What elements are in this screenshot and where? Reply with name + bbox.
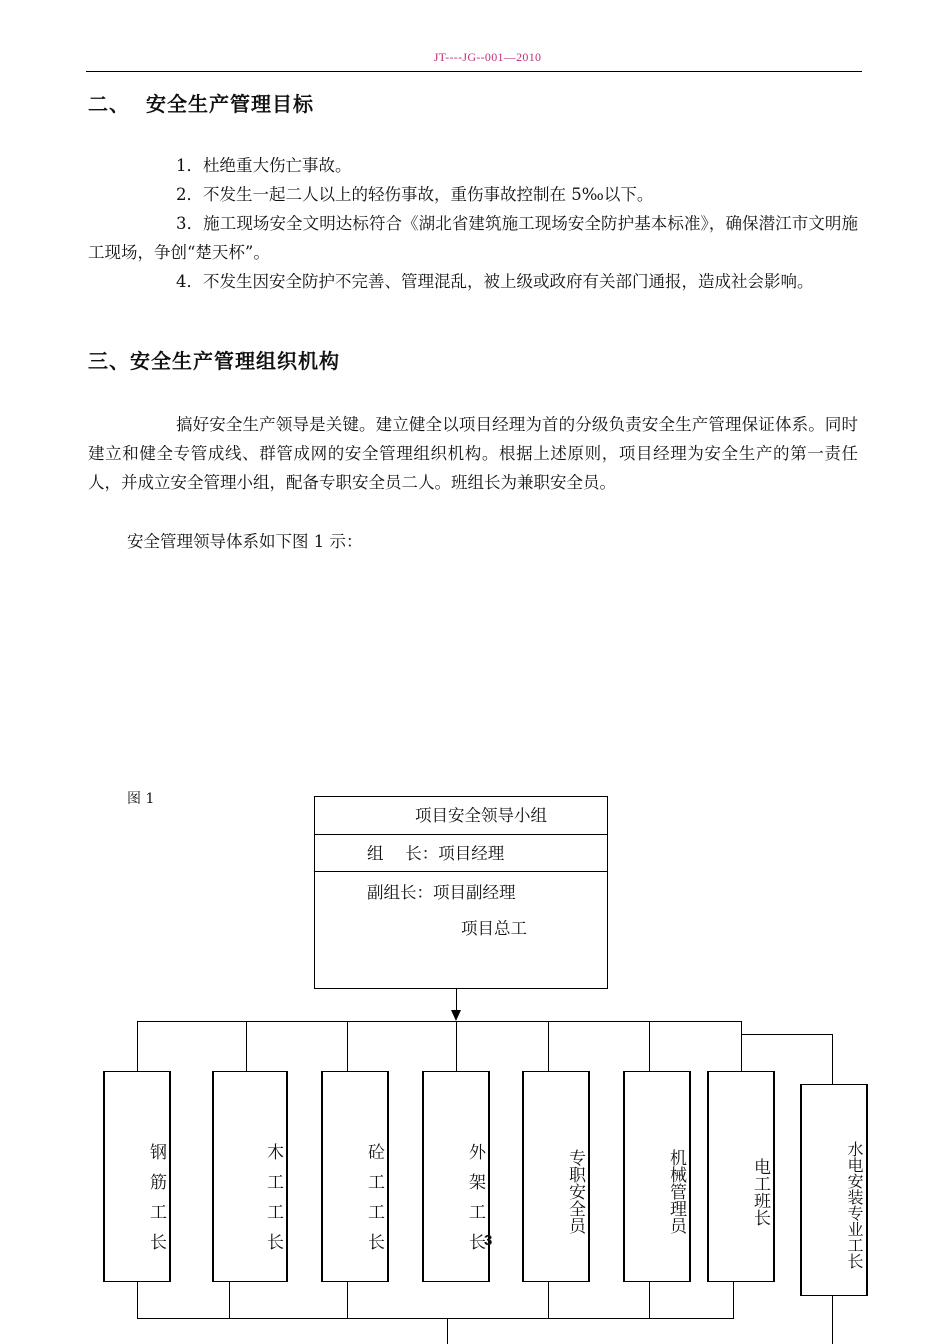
connector-line <box>447 1318 448 1344</box>
connector-line <box>137 1021 742 1022</box>
crew-label-machinery: 机械管理员 <box>666 1149 686 1234</box>
crew-box-electrician <box>707 1071 775 1282</box>
connector-line <box>246 1021 247 1071</box>
leadership-group-box <box>314 796 608 989</box>
section-2-heading <box>88 88 314 117</box>
crew-box-safety-officer <box>522 1071 590 1282</box>
crew-box-carpentry <box>212 1071 288 1282</box>
connector-line <box>137 1021 138 1071</box>
connector-line <box>741 1034 833 1035</box>
header-rule <box>86 71 862 72</box>
crew-label-electrician: 电工班长 <box>750 1158 770 1226</box>
connector-line <box>649 1021 650 1071</box>
connector-line <box>347 1282 348 1319</box>
crew-label-scaffolding: 外架工长 <box>465 1143 485 1263</box>
crew-box-concrete <box>321 1071 389 1282</box>
crew-label-rebar: 钢筋工长 <box>146 1143 166 1263</box>
section-2-number: 二、 <box>88 92 130 116</box>
page-number: 3 <box>484 1232 493 1249</box>
crew-box-rebar <box>103 1071 171 1282</box>
section-3-paragraph: 搞好安全生产领导是关键。建立健全以项目经理为首的分级负责安全生产管理保证体系。同时建立和健全专管成线、群管成网的安全管理组织机构。根据上述原则，项目经理为安全生产的第一责任人，并成立安全管理小组，配备专职安全员二人。班组长为兼职安全员。 <box>88 415 858 492</box>
connector-line <box>733 1282 734 1319</box>
crew-box-machinery <box>623 1071 691 1282</box>
section-3-heading: 三、安全生产管理组织机构 <box>88 349 340 373</box>
crew-label-carpentry: 木工工长 <box>263 1143 283 1263</box>
crew-box-plumbing-electrical <box>800 1084 868 1296</box>
connector-line <box>741 1021 742 1071</box>
goal-item-3: 3．施工现场安全文明达标符合《湖北省建筑施工现场安全防护基本标准》，确保潜江市文明施工现场，争创“楚天杯”。 <box>88 214 858 262</box>
goal-item-1: 1．杜绝重大伤亡事故。 <box>176 156 352 175</box>
goal-item-2: 2．不发生一起二人以上的轻伤事故，重伤事故控制在 5‰以下。 <box>176 185 654 204</box>
crew-label-concrete: 砼工工长 <box>364 1143 384 1263</box>
connector-line <box>229 1282 230 1319</box>
connector-line <box>347 1021 348 1071</box>
leadership-leader: 组 长：项目经理 <box>315 835 607 872</box>
connector-line <box>548 1021 549 1071</box>
figure-intro: 安全管理领导体系如下图 1 示： <box>127 532 363 551</box>
leadership-deputy: 副组长：项目副经理 <box>367 883 516 902</box>
crew-label-safety-officer: 专职安全员 <box>565 1149 585 1234</box>
section-2-title: 安全生产管理目标 <box>146 92 314 116</box>
document-code: JT----JG--001—2010 <box>433 50 542 64</box>
figure-label: 图 1 <box>127 791 155 807</box>
connector-line <box>137 1318 734 1319</box>
connector-line <box>456 1021 457 1071</box>
connector-line <box>548 1282 549 1319</box>
crew-box-scaffolding <box>422 1071 493 1282</box>
leadership-title: 项目安全领导小组 <box>315 797 607 835</box>
leadership-chief-engineer: 项目总工 <box>461 919 527 938</box>
goal-item-4: 4．不发生因安全防护不完善、管理混乱，被上级或政府有关部门通报，造成社会影响。 <box>176 272 814 291</box>
connector-line <box>832 1034 833 1084</box>
crew-label-plumbing-electrical: 水电安装专业工长 <box>845 1141 864 1269</box>
connector-line <box>137 1282 138 1319</box>
connector-line <box>456 989 457 1011</box>
connector-line <box>649 1282 650 1319</box>
connector-line <box>832 1296 833 1344</box>
arrow-down-icon <box>451 1010 461 1021</box>
